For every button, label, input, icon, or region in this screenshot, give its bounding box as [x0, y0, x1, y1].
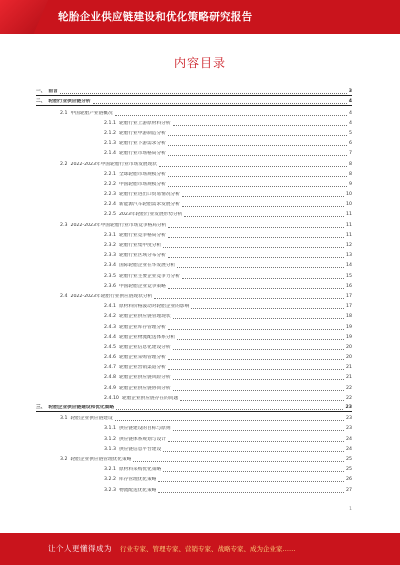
toc-entry[interactable] — [36, 290, 352, 300]
toc-entry-text: 轮胎行业市场格局分析 — [118, 151, 166, 157]
toc-entry-page: 20 — [346, 355, 352, 361]
toc-entry-page: 26 — [346, 477, 352, 483]
toc-entry[interactable] — [36, 178, 352, 188]
toc-entry-page: 24 — [346, 446, 352, 452]
toc-entry[interactable] — [36, 127, 352, 137]
toc-entry[interactable] — [36, 280, 352, 290]
toc-leader-dots — [168, 285, 344, 289]
toc-entry-page: 4 — [349, 110, 352, 116]
toc-leader-dots — [168, 234, 344, 238]
toc-entry-text: 轮胎企业供应链管理优化策略 — [70, 456, 132, 462]
toc-entry-number: 3.1.3 — [104, 446, 116, 452]
toc-entry-number: 二、 — [36, 99, 46, 105]
toc-entry-text: 轮胎行业上游原材料分析 — [118, 120, 171, 126]
toc-entry-number: 2.4 — [60, 293, 68, 299]
toc-leader-dots — [173, 122, 348, 126]
toc-leader-dots — [182, 203, 344, 207]
toc-entry-text: 轮胎企业供应链协同分析 — [118, 385, 171, 391]
toc-entry-number: 2.3.2 — [104, 243, 116, 248]
toc-leader-dots — [158, 489, 344, 493]
toc-entry-text: 轮胎企业物流配送体系分析 — [118, 334, 176, 340]
toc-leader-dots — [173, 346, 345, 350]
toc-leader-dots — [173, 427, 345, 431]
toc-entry[interactable] — [36, 310, 352, 320]
toc-entry[interactable] — [36, 137, 352, 147]
toc-entry-number: 2.2.5 — [104, 212, 116, 218]
toc-entry-number: 2.3.5 — [104, 273, 116, 279]
toc-entry[interactable] — [36, 239, 352, 249]
toc-entry-page: 23 — [345, 405, 352, 410]
toc-entry-number: 2.4.6 — [104, 355, 116, 361]
toc-entry[interactable] — [36, 198, 352, 208]
toc-entry-page: 11 — [346, 232, 352, 238]
toc-leader-dots — [177, 264, 344, 268]
toc-entry-number: 2.4.3 — [104, 324, 116, 330]
toc-entry-text: 新能源汽车轮胎需求发展分析 — [118, 202, 180, 208]
toc-entry-text: 轮胎行业主要企业竞争力分析 — [118, 273, 180, 279]
toc-entry-number: 3.1 — [60, 416, 68, 422]
toc-entry-number: 2.2 — [60, 161, 68, 167]
toc-entry-text: 2022-2023年轮胎行业供应链现状分析 — [70, 293, 153, 299]
toc-entry-number: 2.3.4 — [104, 263, 116, 269]
toc-entry-number: 2.2.1 — [104, 171, 116, 177]
toc-entry[interactable] — [36, 300, 352, 310]
toc-entry[interactable] — [36, 320, 352, 330]
toc-entry-number: 3.2.3 — [104, 487, 116, 493]
toc-entry-page: 12 — [346, 243, 352, 248]
toc-entry-text: 轮胎企业信息化建设分析 — [118, 344, 171, 350]
toc-entry-number: 3.2.2 — [104, 477, 116, 483]
toc-entry-text: 库存管理优化策略 — [118, 477, 157, 483]
toc-leader-dots — [163, 448, 344, 452]
toc-entry-number: 2.1 — [60, 110, 68, 116]
toc-entry-text: 轮胎企业供应链建设 — [70, 416, 113, 422]
toc-entry-number: 三、 — [36, 405, 46, 410]
toc-leader-dots — [163, 468, 344, 472]
toc-leader-dots — [93, 100, 347, 104]
toc-leader-dots — [168, 366, 344, 370]
toc-entry-page: 8 — [349, 171, 352, 177]
toc-entry-text: 原材料价格波动对轮胎企业的影响 — [118, 304, 190, 310]
toc-entry-text: 中国轮胎市场规模分析 — [118, 181, 166, 187]
toc-entry-number: 2.2.2 — [104, 181, 116, 187]
toc-leader-dots — [158, 478, 344, 482]
toc-entry-number: 2.1.2 — [104, 130, 116, 136]
toc-entry[interactable] — [36, 269, 352, 279]
toc-entry-text: 前言 — [48, 89, 58, 95]
toc-entry[interactable] — [36, 96, 352, 106]
toc-entry-page: 24 — [346, 436, 352, 442]
toc-entry-text: 国际轮胎企业在华发展分析 — [118, 263, 176, 269]
toc-entry-number: 2.4.7 — [104, 365, 116, 371]
toc-entry-text: 轮胎行业集中度分析 — [118, 243, 162, 248]
toc-entry-text: 轮胎企业采购管理分析 — [118, 355, 166, 361]
toc-entry-page: 4 — [348, 99, 352, 105]
toc-entry-page: 27 — [346, 487, 352, 493]
toc-entry-number: 2.4.8 — [104, 375, 116, 381]
toc-leader-dots — [115, 112, 347, 116]
toc-entry-page: 11 — [346, 212, 352, 218]
toc-entry[interactable] — [36, 341, 352, 351]
toc-leader-dots — [154, 295, 344, 299]
toc-entry-number: 2.1.3 — [104, 141, 116, 147]
toc-entry-number: 2.4.9 — [104, 385, 116, 391]
toc-entry-number: 2.2.4 — [104, 202, 116, 208]
toc-entry-page: 5 — [349, 130, 352, 136]
toc-entry[interactable] — [36, 117, 352, 127]
toc-entry[interactable] — [36, 351, 352, 361]
toc-entry-number: 2.4.1 — [104, 304, 116, 310]
toc-entry-page: 14 — [346, 263, 352, 269]
toc-entry-number: 2.4.4 — [104, 334, 116, 340]
toc-entry[interactable] — [36, 361, 352, 371]
toc-leader-dots — [180, 397, 344, 401]
toc-entry[interactable] — [36, 453, 352, 463]
toc-entry-number: 2.4.5 — [104, 344, 116, 350]
toc-entry-number: 2.4.2 — [104, 314, 116, 320]
toc-entry-number: 3.1.2 — [104, 436, 116, 442]
toc-entry-page: 22 — [346, 385, 352, 391]
toc-entry[interactable] — [36, 331, 352, 341]
toc-entry-page: 21 — [346, 365, 352, 371]
toc-entry[interactable] — [36, 371, 352, 381]
toc-entry-text: 轮胎行业下游需求分析 — [118, 141, 166, 147]
toc-leader-dots — [173, 315, 345, 319]
toc-entry-page: 9 — [349, 181, 352, 187]
toc-entry[interactable] — [36, 483, 352, 493]
toc-entry[interactable] — [36, 188, 352, 198]
toc-leader-dots — [168, 142, 347, 146]
toc-leader-dots — [182, 193, 344, 197]
toc-entry[interactable] — [36, 259, 352, 269]
toc-entry-page: 21 — [346, 375, 352, 381]
toc-leader-dots — [168, 132, 347, 136]
toc-entry-page: 25 — [346, 456, 352, 462]
toc-leader-dots — [191, 305, 344, 309]
footer-slogan: 让个人更懂得成为 — [48, 544, 112, 553]
toc-entry-text: 中国轮胎产业链概况 — [70, 110, 113, 116]
toc-entry-number: 2.3 — [60, 222, 68, 228]
toc-leader-dots — [168, 356, 344, 360]
toc-leader-dots — [177, 336, 344, 340]
toc-leader-dots — [116, 406, 343, 410]
toc-entry[interactable] — [36, 402, 352, 412]
toc-entry[interactable] — [36, 249, 352, 259]
toc-entry-text: 轮胎企业营销渠道分析 — [118, 365, 166, 371]
toc-leader-dots — [173, 387, 345, 391]
toc-entry-text: 2022-2023年中国轮胎行业市场竞争格局分析 — [70, 222, 167, 228]
toc-entry-text: 轮胎企业供应链管理现状 — [118, 314, 171, 320]
toc-leader-dots — [168, 152, 347, 156]
toc-entry[interactable] — [36, 106, 352, 116]
toc-entry-page: 25 — [346, 467, 352, 473]
toc-entry[interactable] — [36, 432, 352, 442]
report-title: 轮胎企业供应链建设和优化策略研究报告 — [58, 11, 253, 23]
toc-entry-text: 轮胎企业供应链风险分析 — [118, 375, 171, 381]
toc-entry-number: 3.2 — [60, 456, 68, 462]
toc-leader-dots — [182, 275, 344, 279]
toc-entry-page: 11 — [346, 222, 352, 228]
toc-entry-page: 17 — [346, 293, 352, 299]
toc-entry-text: 中国轮胎企业竞争策略 — [118, 283, 166, 289]
table-of-contents — [36, 86, 352, 494]
toc-entry[interactable] — [36, 412, 352, 422]
toc-entry-page: 6 — [349, 141, 352, 147]
toc-entry-number: 2.3.6 — [104, 283, 116, 289]
toc-entry-page: 18 — [346, 314, 352, 320]
toc-entry-page: 15 — [346, 273, 352, 279]
toc-entry-page: 16 — [346, 283, 352, 289]
toc-entry-text: 供应链体系规划与设计 — [118, 436, 166, 442]
toc-entry-page: 3 — [348, 89, 352, 95]
toc-entry[interactable] — [36, 157, 352, 167]
toc-leader-dots — [168, 224, 344, 228]
toc-entry-number: 3.1.1 — [104, 426, 116, 432]
toc-entry-number: 2.1.4 — [104, 151, 116, 157]
toc-entry-number: 3.2.1 — [104, 467, 116, 473]
toc-entry-page: 13 — [346, 253, 352, 259]
toc-entry-text: 轮胎企业供应链存在的问题 — [121, 395, 179, 401]
header-band — [0, 0, 400, 34]
toc-entry[interactable] — [36, 381, 352, 391]
toc-entry-page: 19 — [346, 324, 352, 330]
toc-leader-dots — [163, 244, 344, 248]
toc-leader-dots — [168, 254, 344, 258]
toc-entry[interactable] — [36, 422, 352, 432]
toc-entry[interactable] — [36, 392, 352, 402]
toc-entry-page: 20 — [346, 344, 352, 350]
toc-entry-page: 8 — [349, 161, 352, 167]
toc-entry-number: 2.3.1 — [104, 232, 116, 238]
toc-entry-page: 17 — [346, 304, 352, 310]
toc-entry-page: 23 — [346, 426, 352, 432]
footer-experts: 行业专家、管理专家、营销专家、战略专家、成为企业家…… — [120, 545, 296, 553]
header-accent-shape — [0, 0, 48, 34]
toc-entry-text: 全球轮胎市场规模分析 — [118, 171, 166, 177]
toc-entry-text: 轮胎行业区域分布分析 — [118, 253, 166, 259]
toc-leader-dots — [168, 173, 347, 177]
toc-entry-page: 10 — [346, 192, 352, 198]
toc-leader-dots — [184, 213, 344, 217]
toc-entry-number: 2.2.3 — [104, 192, 116, 198]
toc-entry-number: 2.1.1 — [104, 120, 116, 126]
toc-entry[interactable] — [36, 86, 352, 96]
toc-entry-text: 轮胎行业中游制造分析 — [118, 130, 166, 136]
toc-entry-page: 7 — [349, 151, 352, 157]
toc-entry-text: 供应链建设的目标与原则 — [118, 426, 171, 432]
toc-entry[interactable] — [36, 208, 352, 218]
page-number: 1 — [349, 507, 352, 512]
toc-entry-number: 2.3.3 — [104, 253, 116, 259]
toc-entry[interactable] — [36, 147, 352, 157]
toc-entry[interactable] — [36, 443, 352, 453]
toc-entry-page: 4 — [349, 120, 352, 126]
toc-entry[interactable] — [36, 218, 352, 228]
toc-leader-dots — [133, 458, 344, 462]
toc-entry[interactable] — [36, 168, 352, 178]
toc-leader-dots — [159, 163, 347, 167]
toc-entry-text: 轮胎行业竞争格局分析 — [118, 232, 166, 238]
toc-leader-dots — [168, 326, 344, 330]
toc-entry-text: 轮胎企业库存管理分析 — [118, 324, 166, 330]
toc-entry-page: 10 — [346, 202, 352, 208]
toc-entry-page: 19 — [346, 334, 352, 340]
toc-entry-text: 2022-2023年中国轮胎行业市场发展现状 — [70, 161, 157, 167]
toc-leader-dots — [173, 376, 345, 380]
toc-entry-text: 轮胎企业供应链建设和优化策略 — [48, 405, 115, 410]
toc-leader-dots — [168, 183, 347, 187]
toc-entry-text: 物流配送优化策略 — [118, 487, 157, 493]
toc-entry-page: 23 — [346, 416, 352, 422]
toc-entry-text: 轮胎行业供应链分析 — [48, 99, 91, 105]
toc-entry-text: 供应链信息平台建设 — [118, 446, 162, 452]
toc-entry-text: 轮胎行业进出口贸易情况分析 — [118, 192, 180, 198]
toc-entry-number: 一、 — [36, 89, 46, 95]
toc-entry-page: 22 — [346, 395, 352, 401]
toc-leader-dots — [60, 90, 347, 94]
toc-entry-text: 2023年轮胎行业发展形势分析 — [118, 212, 183, 218]
toc-leader-dots — [115, 417, 344, 421]
toc-entry-number: 2.4.10 — [104, 395, 119, 401]
toc-leader-dots — [168, 438, 344, 442]
footer-band — [0, 533, 400, 565]
toc-entry[interactable] — [36, 463, 352, 473]
toc-entry[interactable] — [36, 229, 352, 239]
toc-heading: 内容目录 — [173, 56, 226, 70]
toc-entry[interactable] — [36, 473, 352, 483]
toc-entry-text: 原材料采购优化策略 — [118, 467, 162, 473]
